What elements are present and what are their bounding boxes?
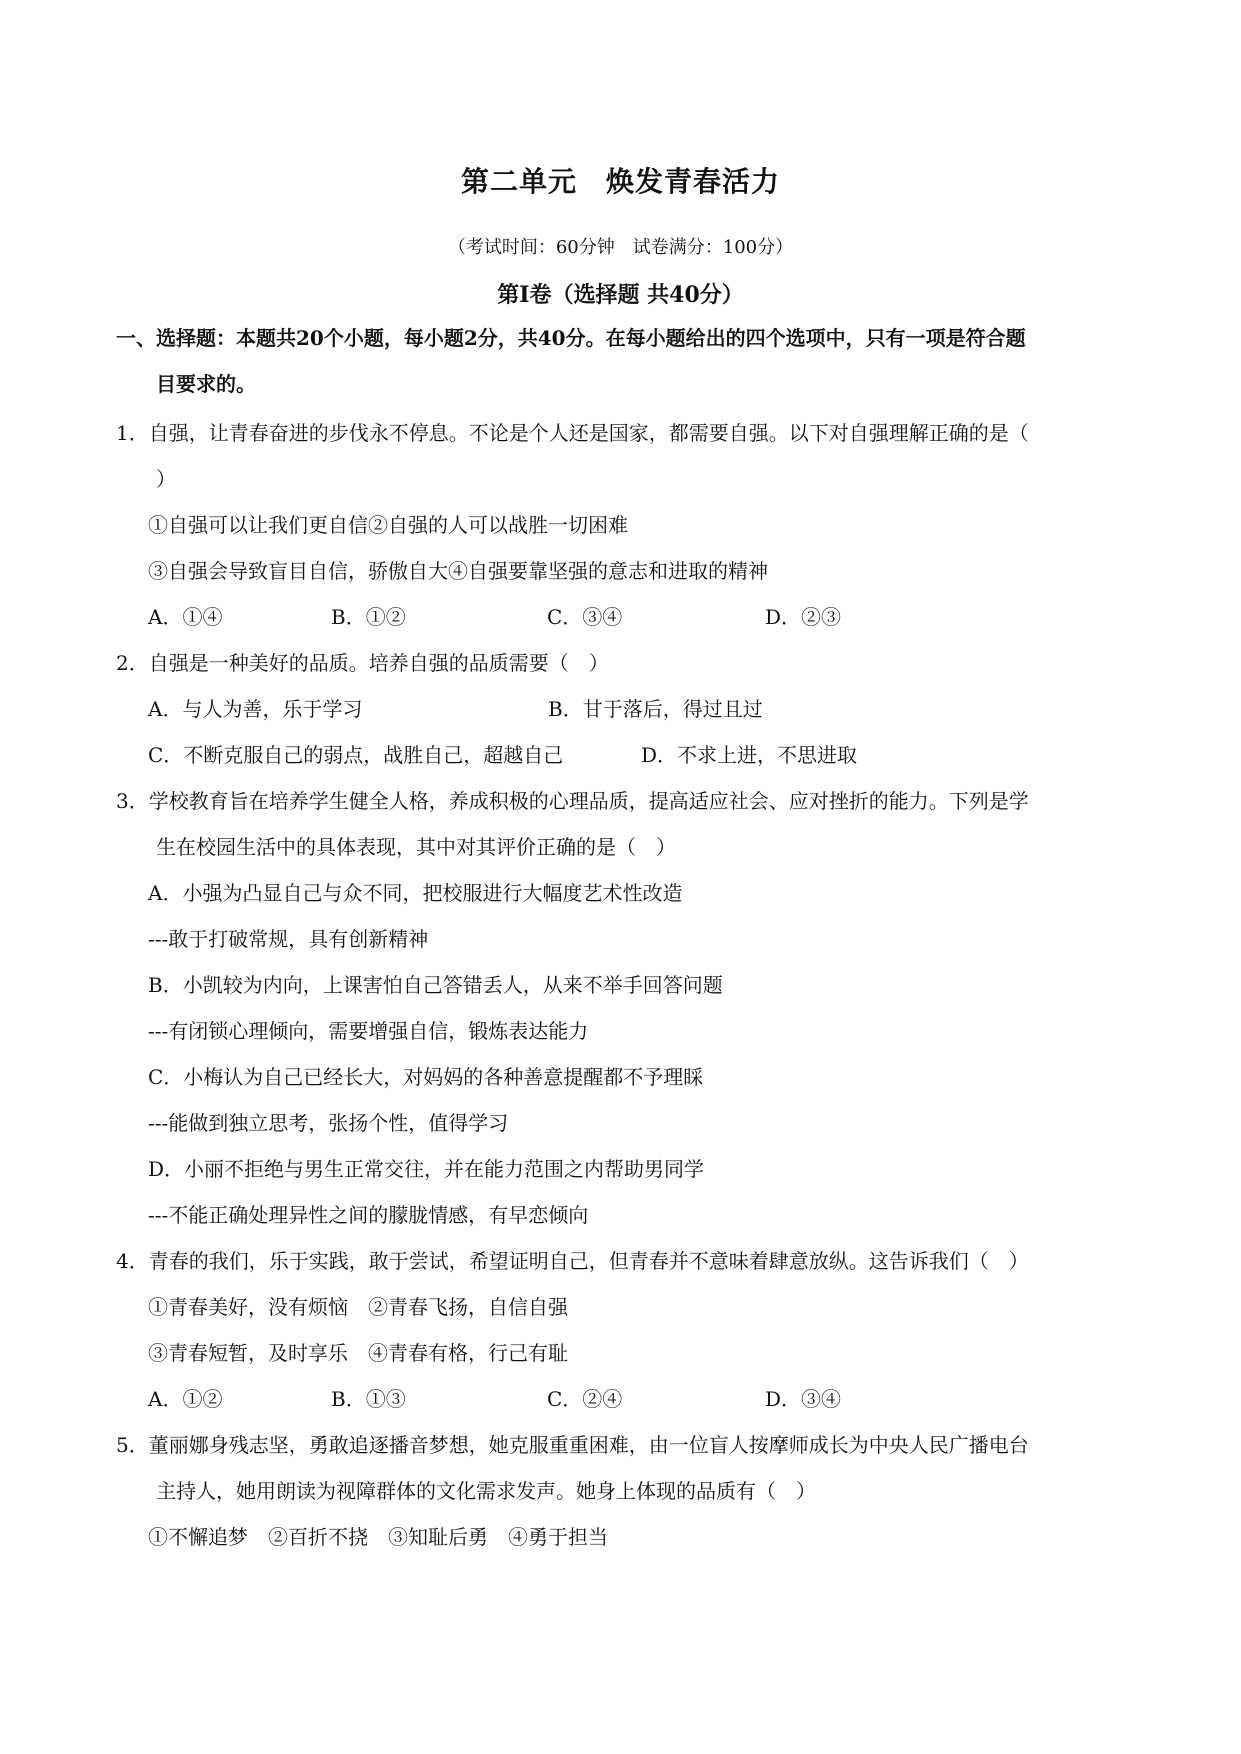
question-2-option-a: A．与人为善，乐于学习 <box>148 697 363 721</box>
question-3-stem: 3．学校教育旨在培养学生健全人格，养成积极的心理品质，提高适应社会、应对挫折的能力。下列是学 <box>116 789 1029 813</box>
question-1-stem: 1．自强，让青春奋进的步伐永不停息。不论是个人还是国家，都需要自强。以下对自强理解正确的是（ <box>116 421 1029 445</box>
question-5-statement-1: ①不懈追梦 ②百折不挠 ③知耻后勇 ④勇于担当 <box>148 1525 608 1549</box>
question-1-option-a: A．①④ <box>148 605 223 629</box>
question-3-option-c: C．小梅认为自己已经长大，对妈妈的各种善意提醒都不予理睬 <box>148 1065 704 1089</box>
question-2-option-d: D．不求上进，不思进取 <box>641 743 858 767</box>
question-4-option-d: D．③④ <box>765 1387 842 1411</box>
question-1-option-d: D．②③ <box>765 605 842 629</box>
question-4-statement-2: ③青春短暂，及时享乐 ④青春有格，行己有耻 <box>148 1341 568 1365</box>
question-3-option-b: B．小凯较为内向，上课害怕自己答错丢人，从来不举手回答问题 <box>148 973 723 997</box>
question-1-option-b: B．①② <box>331 605 406 629</box>
exam-info: （考试时间：60分钟 试卷满分：100分） <box>447 237 794 258</box>
question-4-statement-1: ①青春美好，没有烦恼 ②青春飞扬，自信自强 <box>148 1295 568 1319</box>
question-1-stem-cont: ） <box>156 467 176 491</box>
question-2-option-c: C．不断克服自己的弱点，战胜自己，超越自己 <box>148 743 564 767</box>
question-3-option-d-comment: ---不能正确处理异性之间的朦胧情感，有早恋倾向 <box>148 1203 589 1227</box>
question-5-stem: 5．董丽娜身残志坚，勇敢追逐播音梦想，她克服重重困难，由一位盲人按摩师成长为中央人民广播电台 <box>116 1433 1029 1457</box>
question-4-option-c: C．②④ <box>547 1387 623 1411</box>
question-3-option-b-comment: ---有闭锁心理倾向，需要增强自信，锻炼表达能力 <box>148 1019 589 1043</box>
instructions-line-1: 一、选择题：本题共20个小题，每小题2分，共40分。在每小题给出的四个选项中，只有一项是符合题 <box>116 326 1026 350</box>
question-1-statement-1: ①自强可以让我们更自信②自强的人可以战胜一切困难 <box>148 513 628 537</box>
question-3-stem-cont: 生在校园生活中的具体表现，其中对其评价正确的是（ ） <box>156 835 676 859</box>
question-3-option-a: A．小强为凸显自己与众不同，把校服进行大幅度艺术性改造 <box>148 881 683 905</box>
question-1-option-c: C．③④ <box>547 605 623 629</box>
question-4-option-b: B．①③ <box>331 1387 406 1411</box>
question-3-option-d: D．小丽不拒绝与男生正常交往，并在能力范围之内帮助男同学 <box>148 1157 705 1181</box>
question-2-option-b: B．甘于落后，得过且过 <box>548 697 763 721</box>
section-heading: 第Ⅰ卷（选择题 共40分） <box>497 282 744 308</box>
page-title: 第二单元 焕发青春活力 <box>460 165 780 198</box>
question-3-option-c-comment: ---能做到独立思考，张扬个性，值得学习 <box>148 1111 509 1135</box>
question-1-statement-2: ③自强会导致盲目自信，骄傲自大④自强要靠坚强的意志和进取的精神 <box>148 559 768 583</box>
question-4-option-a: A．①② <box>148 1387 223 1411</box>
question-5-stem-cont: 主持人，她用朗读为视障群体的文化需求发声。她身上体现的品质有（ ） <box>156 1479 816 1503</box>
question-4-stem: 4．青春的我们，乐于实践，敢于尝试，希望证明自己，但青春并不意味着肆意放纵。这告诉我们（ ） <box>116 1249 1029 1273</box>
question-2-stem: 2．自强是一种美好的品质。培养自强的品质需要（ ） <box>116 651 609 675</box>
question-3-option-a-comment: ---敢于打破常规，具有创新精神 <box>148 927 429 951</box>
instructions-line-2: 目要求的。 <box>156 372 256 396</box>
